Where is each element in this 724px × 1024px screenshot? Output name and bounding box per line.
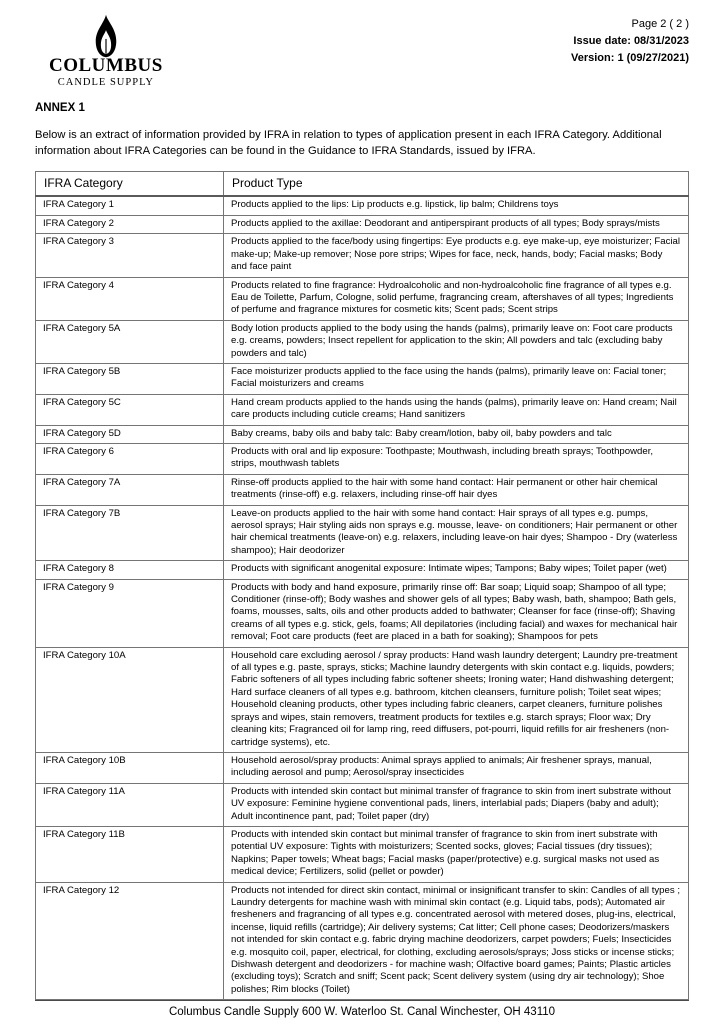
product-type-cell: Hand cream products applied to the hands using the hands (palms), primarily leave on: Hand cream; Nail care products including cuticle creams; Hand sanitizers — [224, 394, 689, 425]
ifra-category-cell: IFRA Category 5A — [36, 320, 224, 363]
product-type-cell: Leave-on products applied to the hair with some hand contact: Hair sprays of all types e.g. pumps, aerosol sprays; Hair styling aids non sprays e.g. mousse, leave- on conditioners; Hair permanent or other hair chemical treatments (leave-on) e.g. relaxers, including leave-on hair dyes; Shampoo - Dry (waterless shampoo); Hair deodorizer — [224, 505, 689, 561]
version-label: Version: 1 (09/27/2021) — [570, 52, 689, 65]
page-number: Page 2 ( 2 ) — [631, 18, 689, 30]
document-meta — [571, 14, 689, 67]
table-row — [36, 783, 689, 826]
page-footer — [35, 1000, 689, 1024]
table-row — [36, 647, 689, 752]
issue-date: Issue date: 08/31/2023 — [573, 35, 689, 48]
table-row — [36, 363, 689, 394]
ifra-category-cell: IFRA Category 10B — [36, 752, 224, 783]
product-type-cell: Face moisturizer products applied to the face using the hands (palms), primarily leave on: Facial toner; Facial moisturizers and creams — [224, 363, 689, 394]
table-row — [36, 474, 689, 505]
product-type-cell: Household care excluding aerosol / spray products: Hand wash laundry detergent; Laundry pre-treatment of all types e.g. paste, sprays, sticks; Machine laundry detergents with skin contact e.g. liquids, powders; Fabric softeners of all types including fabric softener sheets; Ironing water; Hand dishwashing detergent; Hard surface cleaners of all types e.g. bathroom, kitchen cleansers, furniture polish; Toilet seat wipes; Household cleaning products, other types including fabric cleaners, carpet cleaners, furniture polishes sprays and wipes, stain removers, treatment products for textiles e.g. starch sprays; Floor wax; Dry cleaning kits; Fragranced oil for lamp ring, reed diffusers, pot-pourri, liquid refills for air fresheners (non-cartridge systems), etc. — [224, 647, 689, 752]
product-type-cell: Products with oral and lip exposure: Toothpaste; Mouthwash, including breath sprays; Toothpowder, strips, mouthwash tablets — [224, 443, 689, 474]
ifra-category-cell: IFRA Category 5D — [36, 425, 224, 443]
ifra-category-cell: IFRA Category 5C — [36, 394, 224, 425]
product-type-cell: Products with intended skin contact but minimal transfer of fragrance to skin from inert substrate with potential UV exposure: Tights with moisturizers; Scented socks, gloves; Facial tissues (dry tissues); Napkins; Paper towels; Wheat bags; Facial masks (paper/protective) e.g. surgical masks not used as medical device; Fertilizers, solid (pellet or powder) — [224, 826, 689, 882]
ifra-category-cell: IFRA Category 9 — [36, 579, 224, 647]
table-row — [36, 234, 689, 277]
product-type-cell: Products not intended for direct skin contact, minimal or insignificant transfer to skin: Candles of all types ; Laundry detergents for machine wash with minimal skin contact (e.g. Liquid tabs, pods); Automated air fresheners and fragrancing of all types e.g. concentrated aerosol with metered doses, plug-ins, electrical, incense, liquid refills (cartridge); Air delivery systems; Cat litter; Cell phone cases; Deodorizers/maskers not intended for skin contact e.g. fabric drying machine deodorizers, carpet powders; Fuels; Insecticides e.g. mosquito coil, paper, electrical, for clothing, excluding aerosols/sprays; Joss sticks or incense sticks; Dishwash detergent and deodorizers - for machine wash; Olfactive board games; Paints; Plastic articles (excluding toys); Scratch and sniff; Scent pack; Scent delivery system (using dry air technology); Shoe polishes; Rim blocks (Toilet) — [224, 882, 689, 1000]
ifra-category-cell: IFRA Category 12 — [36, 882, 224, 1000]
table-row — [36, 215, 689, 233]
annex-title: ANNEX 1 — [35, 102, 85, 114]
ifra-category-cell: IFRA Category 3 — [36, 234, 224, 277]
candle-flame-icon — [89, 14, 123, 58]
ifra-category-table — [35, 171, 689, 1000]
ifra-category-cell: IFRA Category 10A — [36, 647, 224, 752]
company-tagline: CANDLE SUPPLY — [57, 77, 155, 88]
ifra-category-cell: IFRA Category 8 — [36, 561, 224, 579]
intro-paragraph: Below is an extract of information provided by IFRA in relation to types of application present in each IFRA Category. Additional information about IFRA Categories can be found in the Guidance to IFRA Standards, issued by IFRA. — [35, 129, 662, 158]
column-header-product-type: Product Type — [224, 172, 689, 197]
table-row — [36, 394, 689, 425]
table-row — [36, 320, 689, 363]
ifra-category-cell: IFRA Category 11B — [36, 826, 224, 882]
ifra-category-cell: IFRA Category 2 — [36, 215, 224, 233]
ifra-category-cell: IFRA Category 4 — [36, 277, 224, 320]
product-type-cell: Baby creams, baby oils and baby talc: Baby cream/lotion, baby oil, baby powders and talc — [224, 425, 689, 443]
product-type-cell: Products related to fine fragrance: Hydroalcoholic and non-hydroalcoholic fine fragrance of all types e.g. Eau de Toilette, Parfum, Cologne, solid perfume, fragrancing cream, aftershaves of all types; Ingredients of perfume and fragrance mixtures for cosmetic kits; Scent pads; Scent strips — [224, 277, 689, 320]
product-type-cell: Products with body and hand exposure, primarily rinse off: Bar soap; Liquid soap; Shampoo of all type; Conditioner (rinse-off); Body washes and shower gels of all types; Baby wash, bath, shampoo; Bath gels, foams, mousses, salts, oils and other products added to bathwater; Cleanser for face (rinse-off); Shaving creams of all types e.g. stick, gels, foams; All depilatories (including facial) and waxes for mechanical hair removal; Foot care products (feet are placed in a bath for soaking); Shampoos for pets — [224, 579, 689, 647]
table-row — [36, 505, 689, 561]
product-type-cell: Products applied to the face/body using fingertips: Eye products e.g. eye make-up, eye moisturizer; Facial make-up; Make-up remover; Nose pore strips; Wipes for face, neck, hands, body; Facial masks; Body and face paint — [224, 234, 689, 277]
ifra-category-cell: IFRA Category 7A — [36, 474, 224, 505]
footer-address: Columbus Candle Supply 600 W. Waterloo St. Canal Winchester, OH 43110 — [168, 1006, 556, 1019]
ifra-category-cell: IFRA Category 11A — [36, 783, 224, 826]
table-header-row — [36, 172, 689, 197]
table-row — [36, 579, 689, 647]
product-type-cell: Rinse-off products applied to the hair with some hand contact: Hair permanent or other hair chemical treatments (rinse-off) e.g. relaxers, including rinse-off hair dyes — [224, 474, 689, 505]
ifra-category-cell: IFRA Category 7B — [36, 505, 224, 561]
product-type-cell: Products applied to the axillae: Deodorant and antiperspirant products of all types; Body sprays/mists — [224, 215, 689, 233]
table-row — [36, 752, 689, 783]
company-name: COLUMBUS — [49, 55, 163, 76]
table-row — [36, 882, 689, 1000]
table-row — [36, 561, 689, 579]
product-type-cell: Body lotion products applied to the body using the hands (palms), primarily leave on: Foot care products e.g. creams, powders; Insect repellent for application to the skin; All powders and talc (excluding baby powders and talc) — [224, 320, 689, 363]
ifra-category-cell: IFRA Category 1 — [36, 196, 224, 215]
ifra-category-cell: IFRA Category 6 — [36, 443, 224, 474]
ifra-table-body — [36, 196, 689, 999]
product-type-cell: Household aerosol/spray products: Animal sprays applied to animals; Air freshener sprays, manual, including aerosol and pump; Aerosol/spray insecticides — [224, 752, 689, 783]
table-row — [36, 196, 689, 215]
table-row — [36, 826, 689, 882]
column-header-ifra-category: IFRA Category — [36, 172, 224, 197]
table-row — [36, 443, 689, 474]
company-logo — [49, 14, 163, 88]
ifra-category-cell: IFRA Category 5B — [36, 363, 224, 394]
table-row — [36, 277, 689, 320]
product-type-cell: Products applied to the lips: Lip products e.g. lipstick, lip balm; Childrens toys — [224, 196, 689, 215]
page-header — [35, 14, 689, 88]
product-type-cell: Products with significant anogenital exposure: Intimate wipes; Tampons; Baby wipes; Toilet paper (wet) — [224, 561, 689, 579]
product-type-cell: Products with intended skin contact but minimal transfer of fragrance to skin from inert substrate without UV exposure: Feminine hygiene conventional pads, liners, interlabial pads; Diapers (baby and adult); Adult incontinence pant, pad; Toilet paper (dry) — [224, 783, 689, 826]
table-row — [36, 425, 689, 443]
